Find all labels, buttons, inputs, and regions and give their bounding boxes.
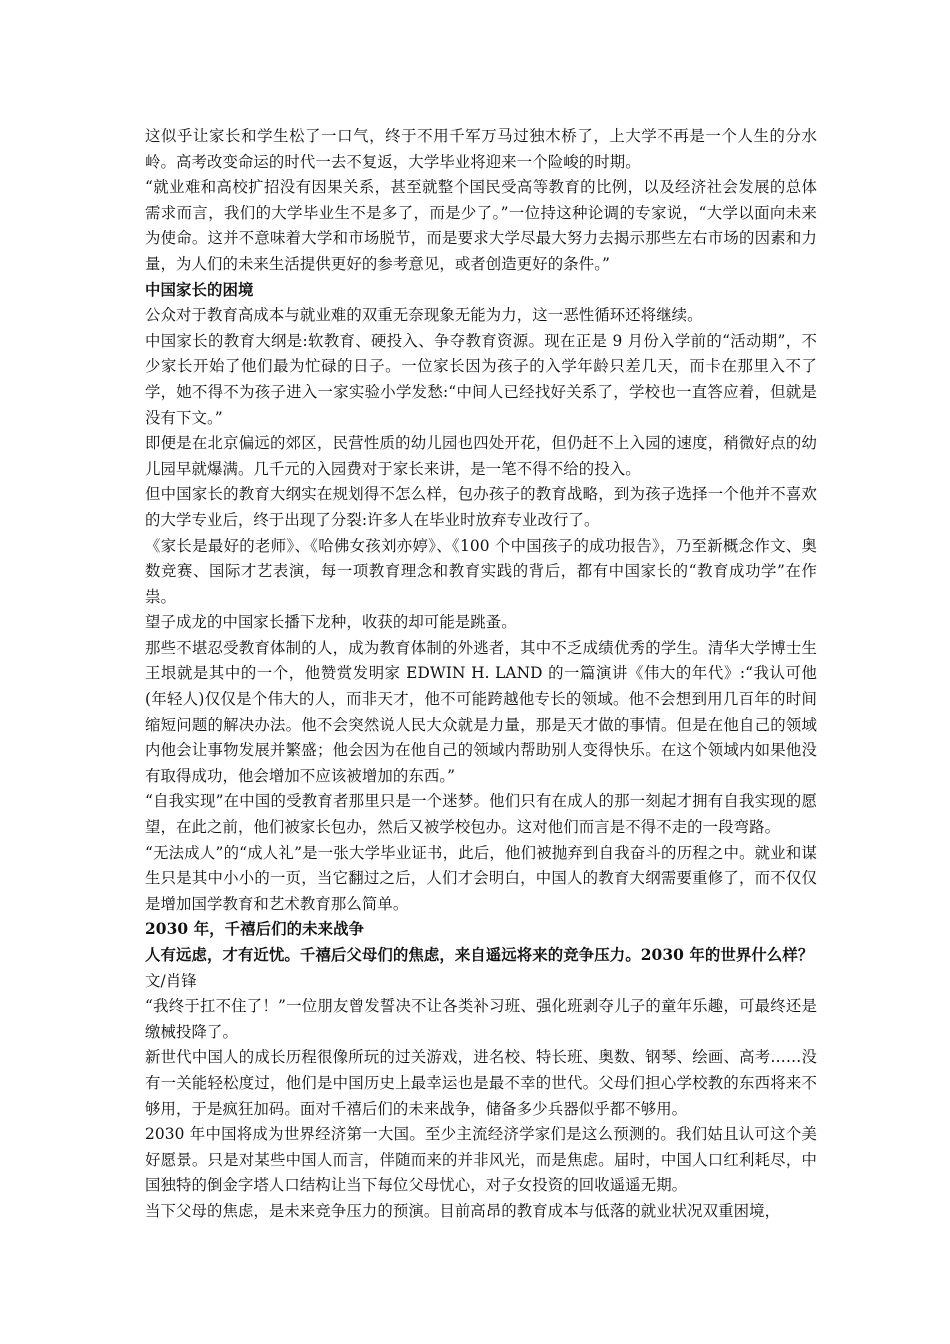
paragraph: 望子成龙的中国家长播下龙种，收获的却可能是跳蚤。: [145, 613, 517, 632]
paragraph: “自我实现”在中国的受教育者那里只是一个迷梦。他们只有在成人的那一刻起才拥有自我实现的愿望，在此之前，他们被家长包办，然后又被学校包办。这对他们而言是不得不走的一段弯路。: [145, 792, 817, 837]
paragraph: “我终于扛不住了！”一位朋友曾发誓决不让各类补习班、强化班剥夺儿子的童年乐趣，可最终还是缴械投降了。: [145, 997, 817, 1041]
document-body: [145, 124, 817, 1225]
paragraph: 但中国家长的教育大纲实在规划得不怎么样，包办孩子的教育战略，到为孩子选择一个他并不喜欢的大学专业后，终于出现了分裂:许多人在毕业时放弃专业改行了。: [145, 485, 817, 529]
byline: 文/肖锋: [145, 971, 197, 990]
paragraph: 《家长是最好的老师》、《哈佛女孩刘亦婷》、《100 个中国孩子的成功报告》，乃至新概念作文、奥数竞赛、国际才艺表演，每一项教育理念和教育实践的背后，都有中国家长的“教育成功学”在作祟。: [145, 536, 817, 606]
paragraph: 新世代中国人的成长历程很像所玩的过关游戏，进名校、特长班、奥数、钢琴、绘画、高考……没有一关能轻松度过，他们是中国历史上最幸运也是最不幸的世代。父母们担心学校教的东西将来不够用，于是疯狂加码。面对千禧后们的未来战争，储备多少兵器似乎都不够用。: [145, 1048, 817, 1118]
paragraph: “无法成人”的“成人礼”是一张大学毕业证书，此后，他们被抛弃到自我奋斗的历程之中。就业和谋生只是其中小小的一页，当它翻过之后，人们才会明白，中国人的教育大纲需要重修了，而不仅仅是增加国学教育和艺术教育那么简单。: [145, 843, 817, 913]
paragraph: 那些不堪忍受教育体制的人，成为教育体制的外逃者，其中不乏成绩优秀的学生。清华大学博士生王垠就是其中的一个，他赞赏发明家 EDWIN H. LAND 的一篇演讲《伟大的年代》:“我认可他(年轻人)仅仅是个伟大的人，而非天才，他不可能跨越他专长的领域。他不会想到用几百年的时间缩短问题的解决办法。他不会突然说人民大众就是力量，那是天才做的事情。但是在他自己的领域内他会让事物发展并繁盛；他会因为在他自己的领域内帮助别人变得快乐。在这个领域内如果他没有取得成功，他会增加不应该被增加的东西。”: [145, 638, 817, 785]
paragraph: 这似乎让家长和学生松了一口气，终于不用千军万马过独木桥了，上大学不再是一个人生的分水岭。高考改变命运的时代一去不复返，大学毕业将迎来一个险峻的时期。: [145, 127, 817, 171]
paragraph: 2030 年中国将成为世界经济第一大国。至少主流经济学家们是这么预测的。我们姑且认可这个美好愿景。只是对某些中国人而言，伴随而来的并非风光，而是焦虑。届时，中国人口红利耗尽，中国独特的倒金字塔人口结构让当下每位父母忧心，对子女投资的回收遥遥无期。: [145, 1125, 817, 1195]
paragraph: 即便是在北京偏远的郊区，民营性质的幼儿园也四处开花，但仍赶不上入园的速度，稍微好点的幼儿园早就爆满。几千元的入园费对于家长来讲，是一笔不得不给的投入。: [145, 434, 817, 478]
paragraph: 中国家长的教育大纲是:软教育、硬投入、争夺教育资源。现在正是 9 月份入学前的“活动期”，不少家长开始了他们最为忙碌的日子。一位家长因为孩子的入学年龄只差几天，而卡在那里入不了学，她不得不为孩子进入一家实验小学发愁:“中间人已经找好关系了，学校也一直答应着，但就是没有下文。”: [145, 331, 817, 427]
paragraph: 公众对于教育高成本与就业难的双重无奈现象无能为力，这一恶性循环还将继续。: [145, 306, 703, 325]
paragraph: 当下父母的焦虑，是未来竞争压力的预演。目前高昂的教育成本与低落的就业状况双重困境，: [145, 1201, 781, 1220]
article-lead: 人有远虑，才有近忧。千禧后父母们的焦虑，来自遥远将来的竞争压力。2030 年的世界什么样？: [145, 946, 814, 964]
paragraph: “就业难和高校扩招没有因果关系，甚至就整个国民受高等教育的比例，以及经济社会发展的总体需求而言，我们的大学毕业生不是多了，而是少了。”一位持这种论调的专家说，“大学以面向未来为使命。这并不意味着大学和市场脱节，而是要求大学尽最大努力去揭示那些左右市场的因素和力量，为人们的未来生活提供更好的参考意见，或者创造更好的条件。”: [145, 178, 817, 273]
section-heading: 中国家长的困境: [145, 280, 254, 299]
section-heading: 2030 年，千禧后们的未来战争: [145, 920, 365, 939]
